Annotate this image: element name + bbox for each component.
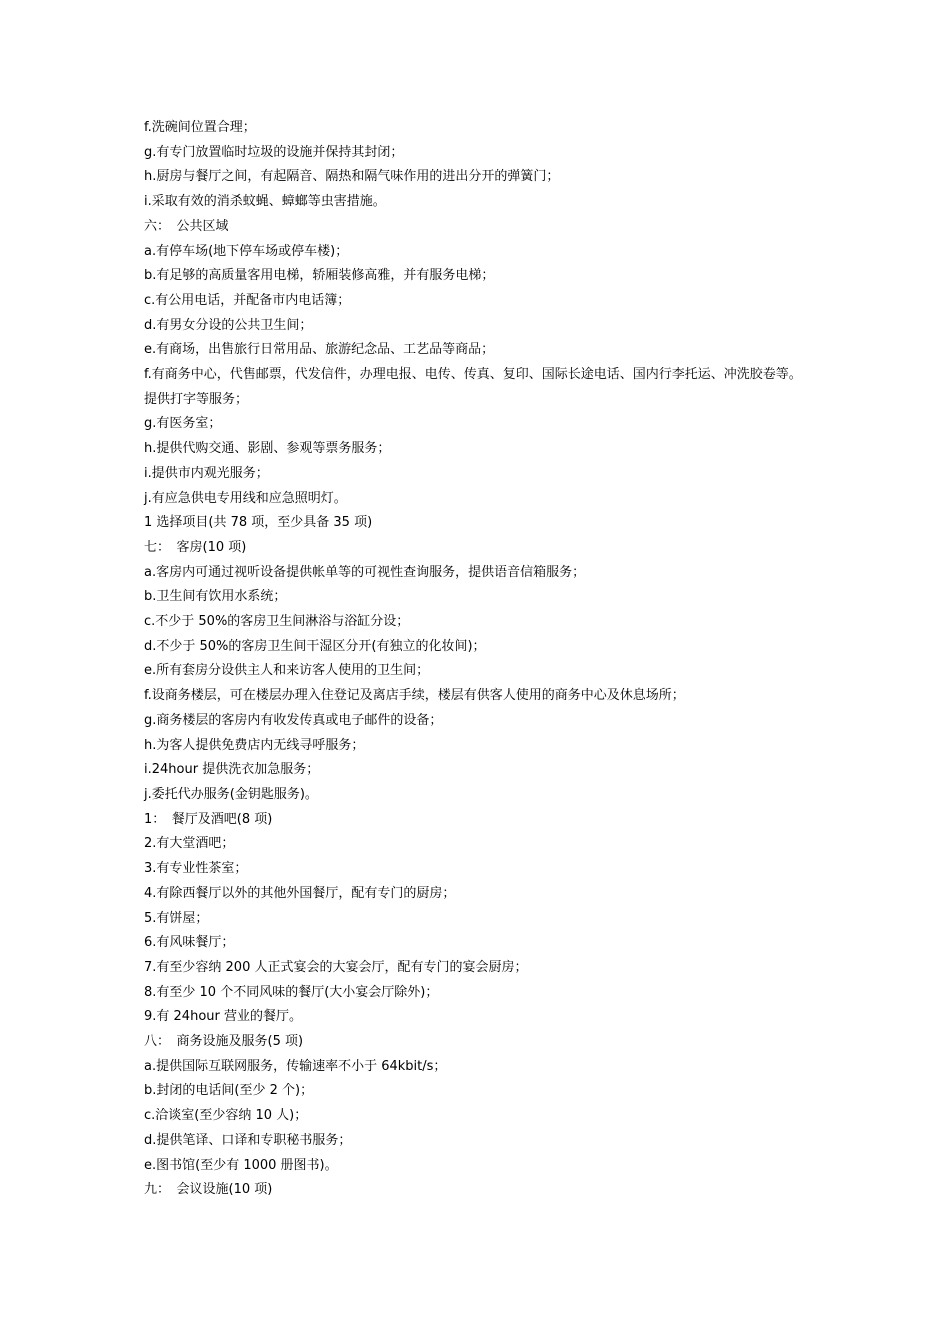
text-line: b.封闭的电话间(至少 2 个)； [144, 1083, 314, 1099]
text-line: 3.有专业性茶室； [144, 861, 248, 877]
text-line: j.有应急供电专用线和应急照明灯。 [144, 490, 347, 506]
section-heading: 六： 公共区域 [144, 218, 229, 234]
text-line: 4.有除西餐厅以外的其他外国餐厅，配有专门的厨房； [144, 885, 456, 901]
text-line: h.提供代购交通、影剧、参观等票务服务； [144, 441, 391, 457]
text-line: g.有医务室； [144, 416, 222, 432]
text-line: 2.有大堂酒吧； [144, 836, 235, 852]
text-line: a.客房内可通过视听设备提供帐单等的可视性查询服务，提供语音信箱服务； [144, 564, 586, 580]
text-line: i.24hour 提供洗衣加急服务； [144, 762, 320, 778]
text-line: f.洗碗间位置合理； [144, 120, 256, 135]
text-line: i.提供市内观光服务； [144, 465, 269, 481]
text-line: 5.有饼屋； [144, 910, 209, 926]
text-line: a.提供国际互联网服务，传输速率不小于 64kbit/s； [144, 1058, 447, 1074]
text-line: f.有商务中心，代售邮票，代发信件，办理电报、电传、传真、复印、国际长途电话、国内行李托运、冲洗胶卷等。提供打字等服务； [144, 367, 802, 407]
text-line: b.卫生间有饮用水系统； [144, 589, 287, 605]
text-line: d.提供笔译、口译和专职秘书服务； [144, 1132, 352, 1148]
section-heading: 1： 餐厅及酒吧(8 项) [144, 811, 273, 827]
text-line: h.为客人提供免费店内无线寻呼服务； [144, 737, 365, 753]
section-heading: 九： 会议设施(10 项) [144, 1182, 273, 1198]
text-line: c.不少于 50%的客房卫生间淋浴与浴缸分设； [144, 614, 410, 630]
text-line: e.所有套房分设供主人和来访客人使用的卫生间； [144, 663, 430, 679]
text-line: g.有专门放置临时垃圾的设施并保持其封闭； [144, 144, 404, 160]
text-line: d.有男女分设的公共卫生间； [144, 317, 313, 333]
section-heading: 1 选择项目(共 78 项，至少具备 35 项) [144, 515, 373, 531]
text-line: g.商务楼层的客房内有收发传真或电子邮件的设备； [144, 712, 443, 728]
text-line: 6.有风味餐厅； [144, 935, 235, 951]
text-line: e.图书馆(至少有 1000 册图书)。 [144, 1157, 338, 1173]
document-page [144, 116, 824, 1203]
section-heading: 七： 客房(10 项) [144, 539, 247, 555]
text-line: e.有商场，出售旅行日常用品、旅游纪念品、工艺品等商品； [144, 342, 495, 358]
text-line: a.有停车场(地下停车场或停车楼)； [144, 243, 349, 259]
section-heading: 八： 商务设施及服务(5 项) [144, 1034, 304, 1050]
text-line: h.厨房与餐厅之间，有起隔音、隔热和隔气味作用的进出分开的弹簧门； [144, 169, 560, 185]
text-line: j.委托代办服务(金钥匙服务)。 [144, 786, 318, 802]
text-line: c.洽谈室(至少容纳 10 人)； [144, 1108, 308, 1124]
text-line: f.设商务楼层，可在楼层办理入住登记及离店手续，楼层有供客人使用的商务中心及休息场所； [144, 688, 685, 704]
text-line: 8.有至少 10 个不同风味的餐厅(大小宴会厅除外)； [144, 984, 439, 1000]
text-line: c.有公用电话，并配备市内电话簿； [144, 292, 351, 308]
text-line: 7.有至少容纳 200 人正式宴会的大宴会厅，配有专门的宴会厨房； [144, 959, 528, 975]
text-line: b.有足够的高质量客用电梯，轿厢装修高雅，并有服务电梯； [144, 268, 495, 284]
text-line: d.不少于 50%的客房卫生间干湿区分开(有独立的化妆间)； [144, 638, 486, 654]
text-line: i.采取有效的消杀蚊蝇、蟑螂等虫害措施。 [144, 194, 386, 210]
text-line: 9.有 24hour 营业的餐厅。 [144, 1009, 302, 1025]
